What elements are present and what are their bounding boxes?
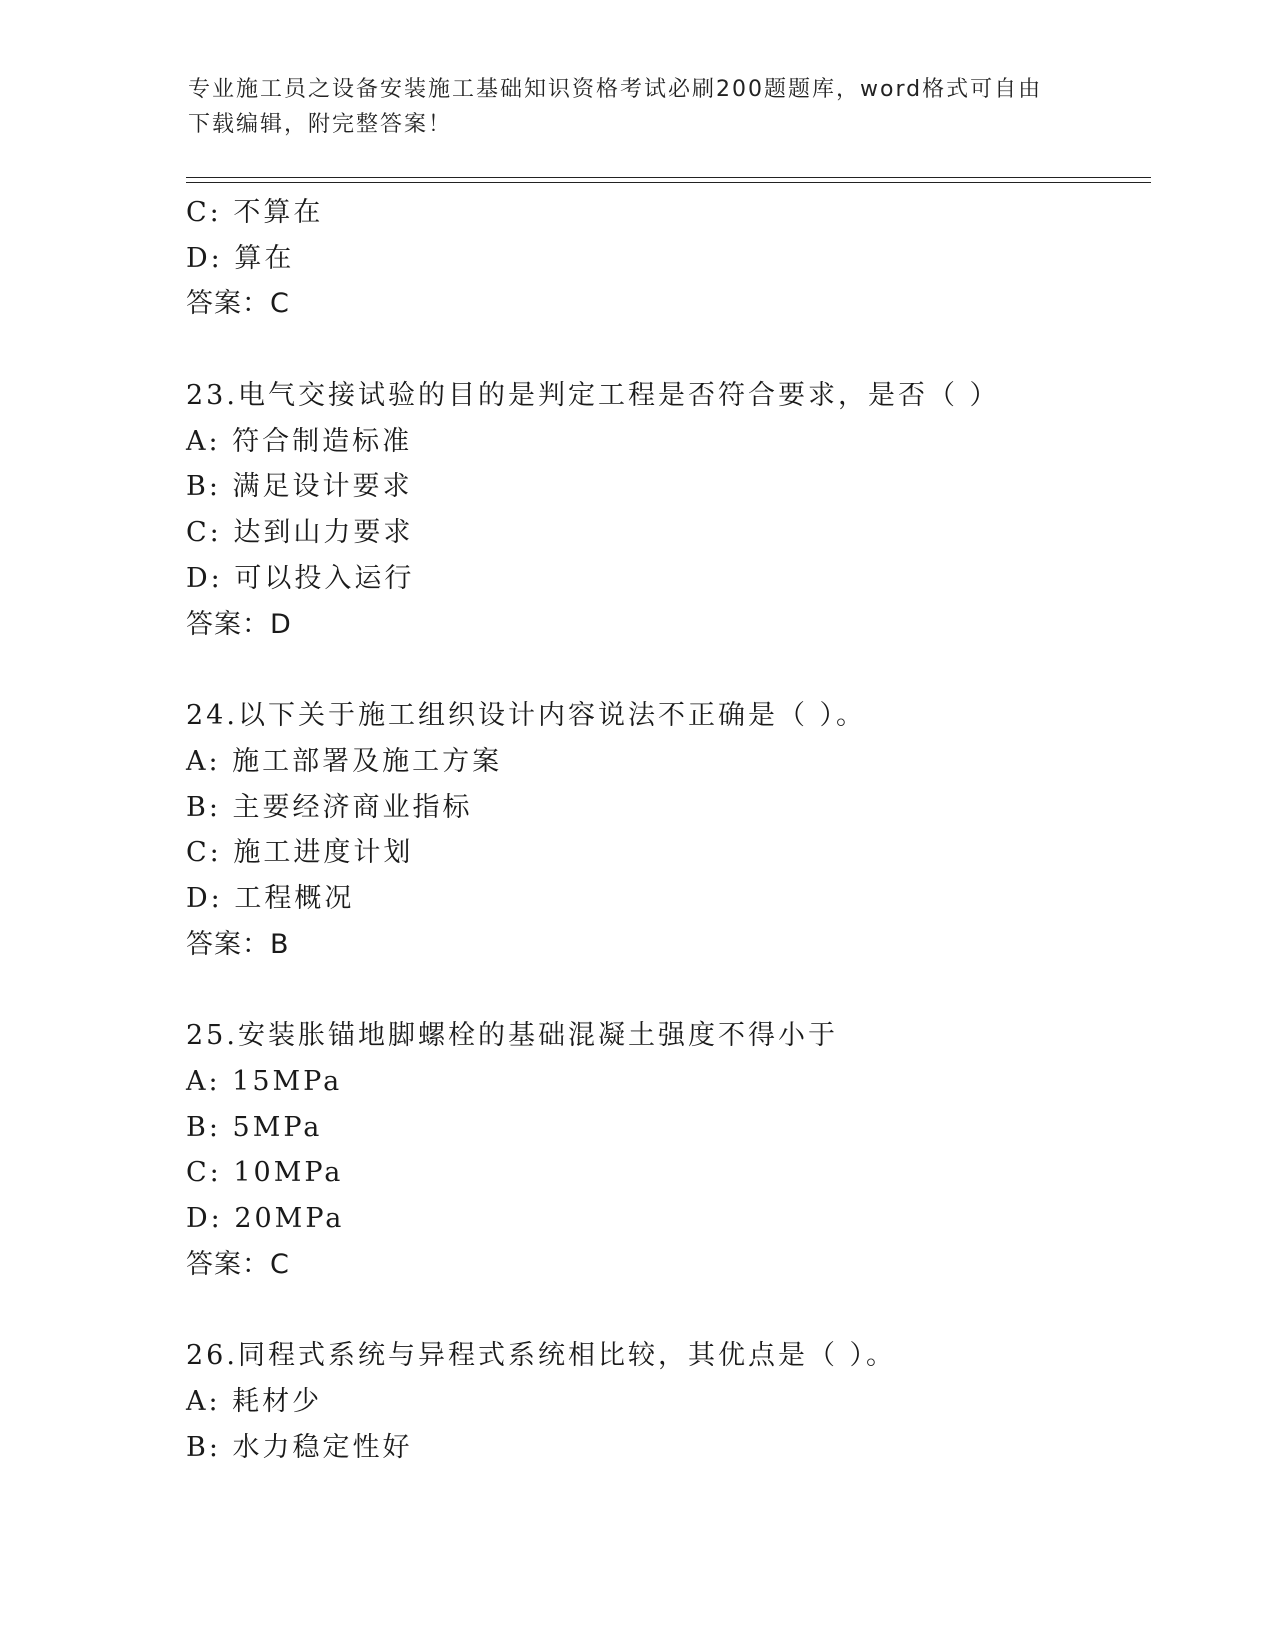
option-d: D: 工程概况 (186, 882, 355, 914)
option-c: C: 不算在 (186, 197, 324, 228)
question-block-26 (186, 1333, 1146, 1470)
question-block-24 (186, 693, 1146, 967)
header-rule-bottom (186, 182, 1151, 183)
answer-text: 答案：D (186, 608, 292, 640)
option-c: C: 施工进度计划 (186, 837, 414, 869)
spacer (186, 967, 1146, 1013)
question-text: 23.电气交接试验的目的是判定工程是否符合要求，是否（ ） (186, 380, 1000, 412)
option-b: B: 5MPa (186, 1111, 323, 1143)
header-rule-top (186, 177, 1151, 178)
option-c: C: 达到山力要求 (186, 517, 414, 549)
option-d: D: 20MPa (186, 1203, 345, 1235)
option-a: A: 符合制造标准 (186, 425, 413, 457)
spacer (186, 327, 1146, 373)
option-b: B: 水力稳定性好 (186, 1431, 413, 1463)
option-a: A: 15MPa (186, 1066, 343, 1097)
question-text: 24.以下关于施工组织设计内容说法不正确是（ ）。 (186, 700, 867, 732)
question-block-23 (186, 373, 1146, 647)
spacer (186, 647, 1146, 693)
option-b: B: 满足设计要求 (186, 471, 413, 503)
question-block-22 (186, 190, 1146, 327)
answer-text: 答案：C (186, 288, 290, 320)
question-list (186, 190, 1146, 1471)
answer-text: 答案：C (186, 1248, 290, 1280)
option-c: C: 10MPa (186, 1157, 344, 1189)
header-line-2: 下载编辑，附完整答案！ (188, 112, 453, 137)
header-line-1: 专业施工员之设备安装施工基础知识资格考试必刷200题题库，word格式可自由 (188, 77, 1043, 102)
document-header (188, 72, 1088, 142)
question-text: 25.安装胀锚地脚螺栓的基础混凝土强度不得小于 (186, 1020, 838, 1052)
option-d: D: 可以投入运行 (186, 562, 415, 594)
answer-text: 答案：B (186, 928, 290, 960)
option-a: A: 施工部署及施工方案 (186, 745, 503, 777)
spacer (186, 1287, 1146, 1333)
question-text: 26.同程式系统与异程式系统相比较，其优点是（ ）。 (186, 1340, 897, 1372)
question-block-25 (186, 1013, 1146, 1287)
option-d: D: 算在 (186, 242, 295, 274)
option-b: B: 主要经济商业指标 (186, 791, 473, 823)
option-a: A: 耗材少 (186, 1386, 323, 1418)
